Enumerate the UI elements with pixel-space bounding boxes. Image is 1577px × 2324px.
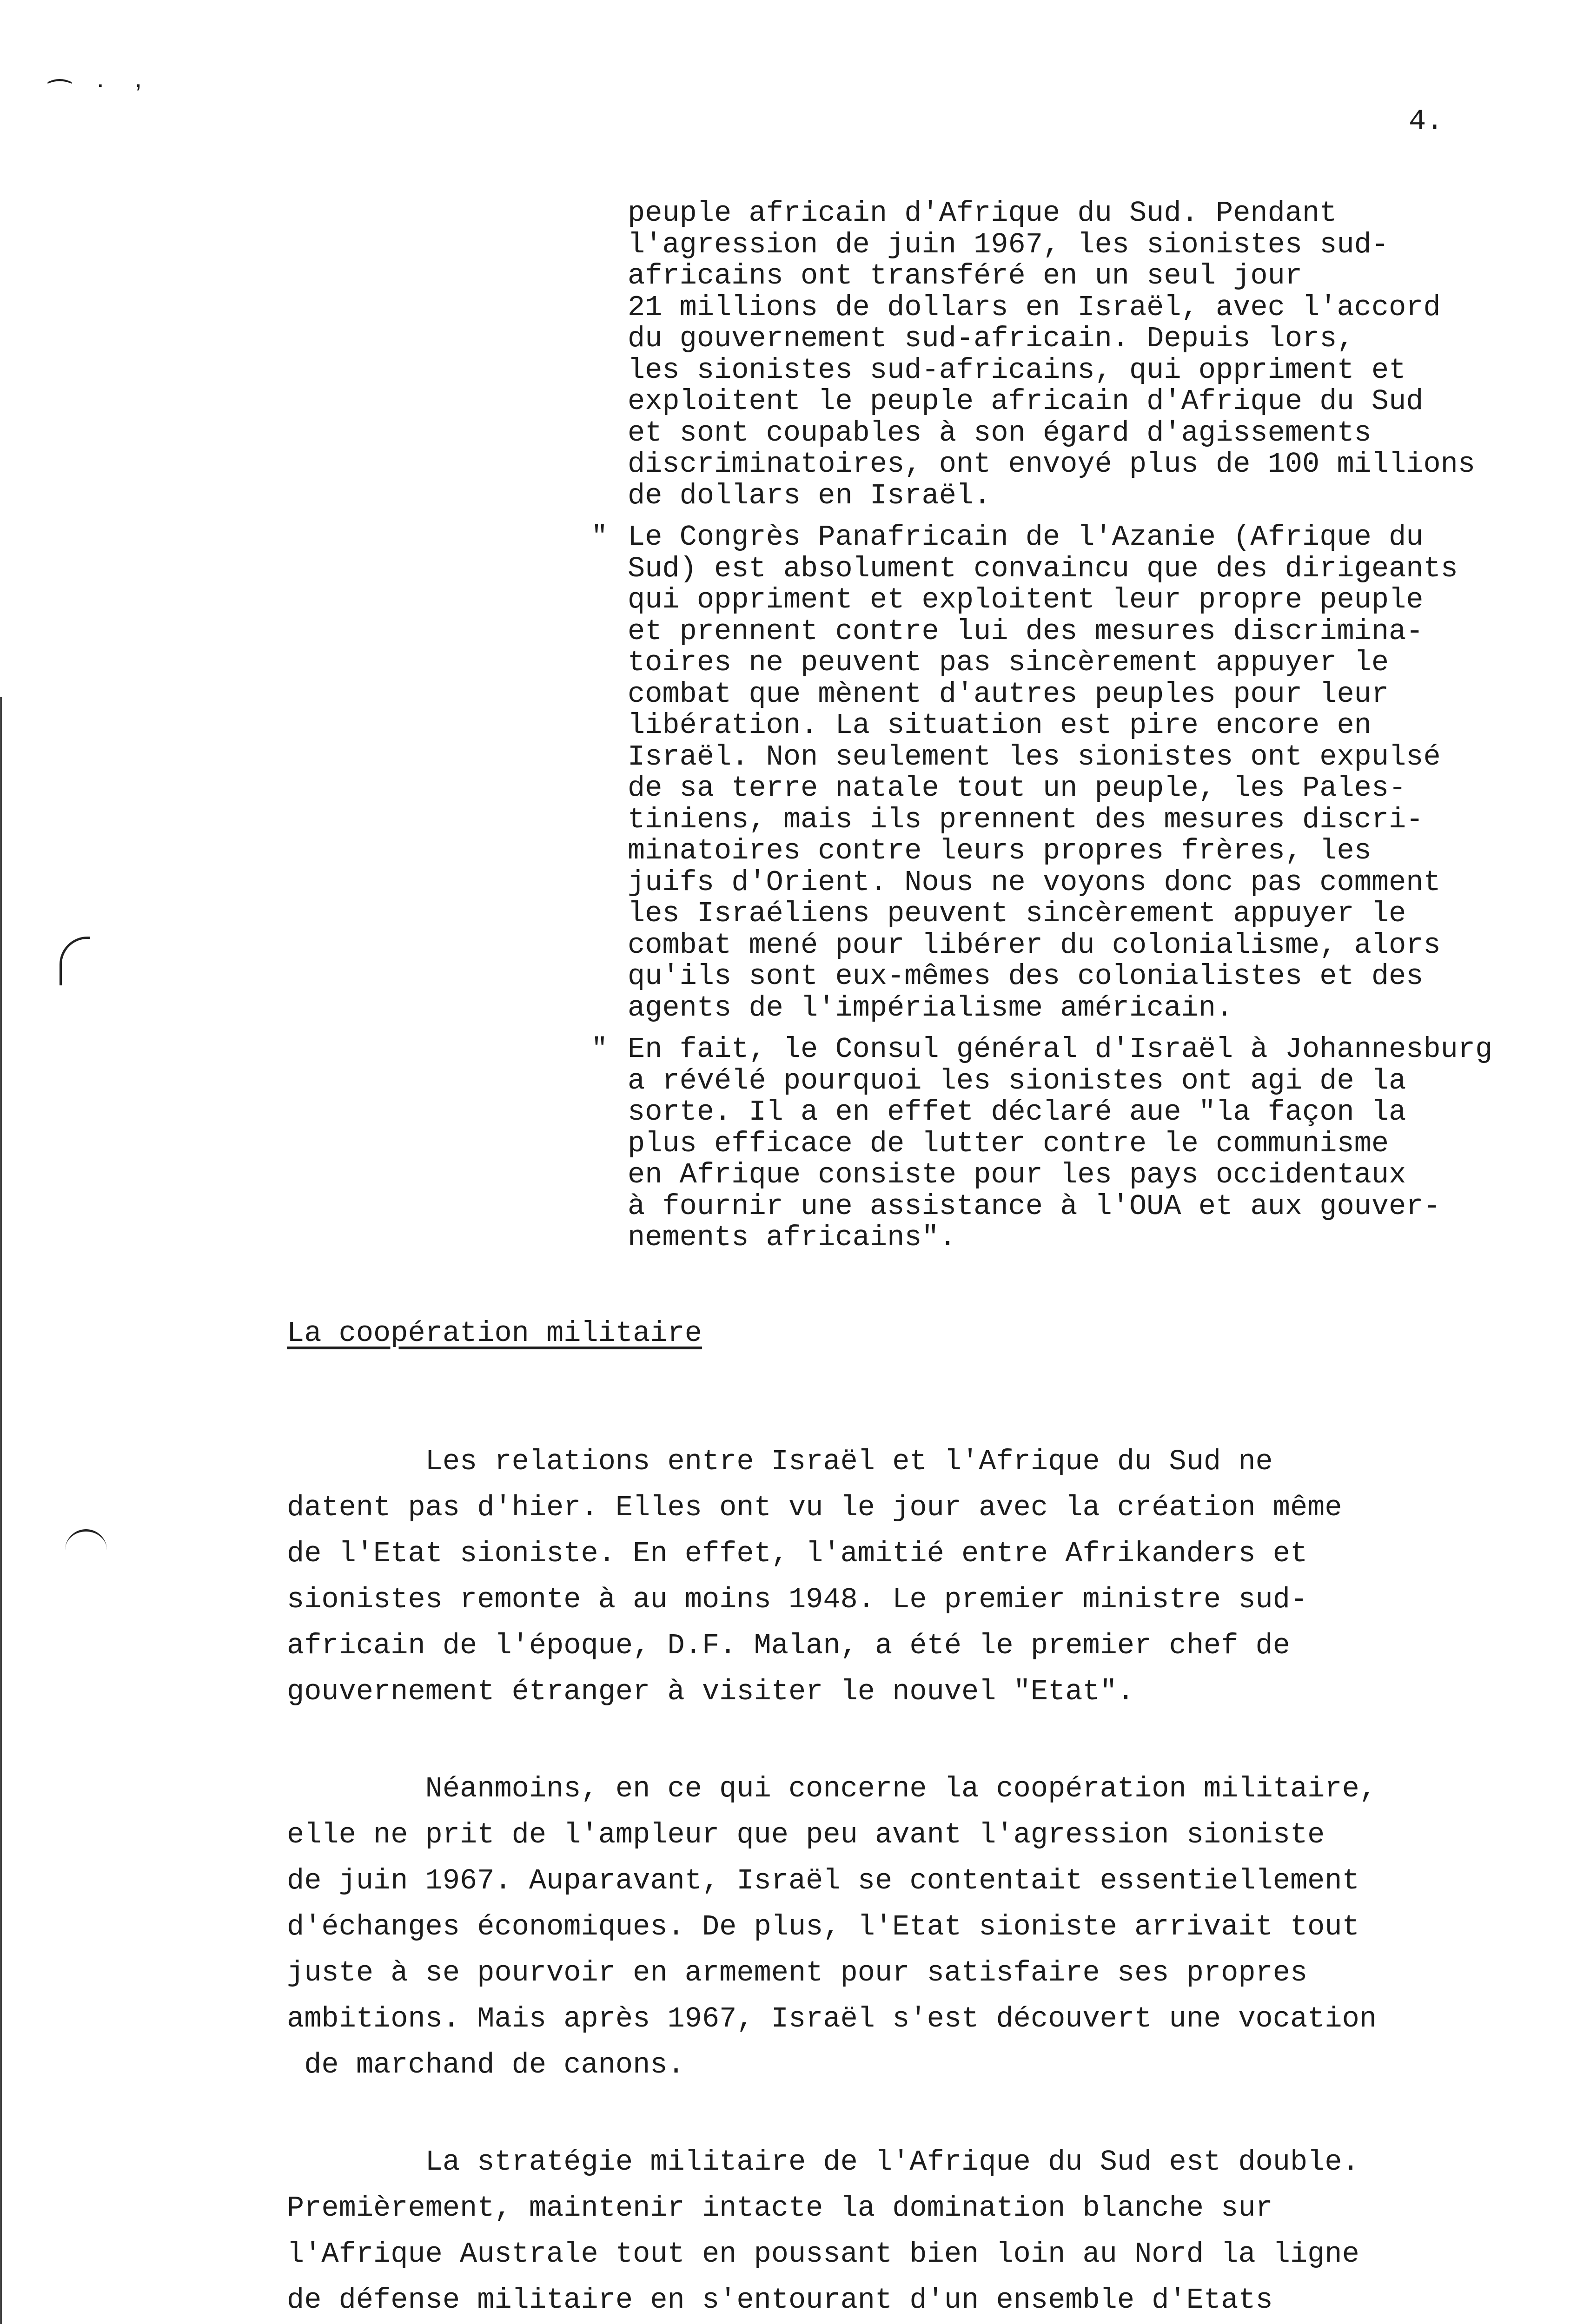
text-line: La stratégie militaire de l'Afrique du Sud est double.: [287, 2146, 1359, 2179]
text-line: elle ne prit de l'ampleur que peu avant l'agression sioniste: [287, 1818, 1325, 1851]
text-line: nements africains".: [628, 1221, 956, 1254]
margin-mark-arc-top: [60, 937, 90, 985]
quote-mark: ": [591, 522, 608, 552]
text-line: en Afrique consiste pour les pays occidentaux: [628, 1158, 1406, 1191]
margin-mark-arc-bottom: [65, 1529, 107, 1555]
text-line: Israël. Non seulement les sionistes ont expulsé: [628, 740, 1441, 773]
text-line: combat que mènent d'autres peuples pour leur: [628, 677, 1389, 711]
text-line: tiniens, mais ils prennent des mesures discri-: [628, 803, 1424, 836]
quote-paragraph-1: [628, 198, 1553, 511]
section-body: [287, 1439, 1542, 2324]
text-line: de juin 1967. Auparavant, Israël se contentait essentiellement: [287, 1864, 1359, 1897]
text-line: sorte. Il a en effet déclaré aue "la façon la: [628, 1096, 1406, 1129]
body-paragraph-3: [287, 2139, 1542, 2323]
text-line: Sud) est absolument convaincu que des dirigeants: [628, 552, 1458, 585]
text-line: et sont coupables à son égard d'agissements: [628, 416, 1372, 449]
page-left-edge: [0, 697, 2, 2324]
text-line: les Israéliens peuvent sincèrement appuyer le: [628, 897, 1406, 930]
text-line: discriminatoires, ont envoyé plus de 100 millions: [628, 448, 1476, 481]
text-line: ambitions. Mais après 1967, Israël s'est découvert une vocation: [287, 2002, 1377, 2035]
text-line: Les relations entre Israël et l'Afrique du Sud ne: [287, 1445, 1273, 1478]
text-line: de marchand de canons.: [287, 2048, 685, 2081]
text-line: et prennent contre lui des mesures discrimina-: [628, 614, 1424, 648]
text-line: d'échanges économiques. De plus, l'Etat sioniste arrivait tout: [287, 1910, 1359, 1943]
quoted-statement: [591, 197, 1553, 1264]
text-line: africains ont transféré en un seul jour: [628, 259, 1303, 292]
margin-scribble: ⁀ ˙ ʼ: [49, 82, 149, 112]
text-line: toires ne peuvent pas sincèrement appuyer le: [628, 646, 1389, 679]
text-line: du gouvernement sud-africain. Depuis lors,: [628, 322, 1354, 355]
quote-mark: ": [591, 1034, 608, 1064]
text-line: Premièrement, maintenir intacte la domination blanche sur: [287, 2192, 1273, 2225]
text-line: libération. La situation est pire encore en: [628, 709, 1372, 742]
text-line: l'Afrique Australe tout en poussant bien loin au Nord la ligne: [287, 2238, 1359, 2271]
text-line: datent pas d'hier. Elles ont vu le jour avec la création même: [287, 1491, 1342, 1524]
section-heading: La coopération militaire: [287, 1317, 702, 1350]
body-paragraph-1: [287, 1439, 1542, 1715]
text-line: africain de l'époque, D.F. Malan, a été le premier chef de: [287, 1629, 1290, 1662]
text-line: peuple africain d'Afrique du Sud. Pendant: [628, 197, 1337, 230]
text-line: de sa terre natale tout un peuple, les Pales-: [628, 772, 1406, 805]
quote-paragraph-2: [591, 521, 1553, 1024]
text-line: de dollars en Israël.: [628, 479, 991, 512]
text-line: sionistes remonte à au moins 1948. Le premier ministre sud-: [287, 1583, 1308, 1616]
text-line: juifs d'Orient. Nous ne voyons donc pas comment: [628, 865, 1441, 899]
text-line: combat mené pour libérer du colonialisme, alors: [628, 928, 1441, 962]
text-line: minatoires contre leurs propres frères, les: [628, 834, 1372, 867]
text-line: gouvernement étranger à visiter le nouvel "Etat".: [287, 1675, 1135, 1708]
text-line: les sionistes sud-africains, qui oppriment et: [628, 353, 1406, 387]
text-line: plus efficace de lutter contre le communisme: [628, 1127, 1389, 1160]
text-line: qui oppriment et exploitent leur propre peuple: [628, 583, 1424, 616]
text-line: Néanmoins, en ce qui concerne la coopération militaire,: [287, 1772, 1377, 1805]
text-line: En fait, le Consul général d'Israël à Johannesburg: [628, 1033, 1493, 1066]
text-line: de défense militaire en s'entourant d'un ensemble d'Etats: [287, 2284, 1273, 2317]
text-line: agents de l'impérialisme américain.: [628, 991, 1233, 1024]
quote-paragraph-3: [591, 1033, 1553, 1254]
text-line: juste à se pourvoir en armement pour satisfaire ses propres: [287, 1956, 1308, 1989]
page-number: 4.: [1409, 105, 1444, 138]
text-line: a révélé pourquoi les sionistes ont agi de la: [628, 1064, 1406, 1097]
text-line: Le Congrès Panafricain de l'Azanie (Afrique du: [628, 521, 1424, 554]
text-line: de l'Etat sioniste. En effet, l'amitié entre Afrikanders et: [287, 1537, 1308, 1570]
text-line: 21 millions de dollars en Israël, avec l'accord: [628, 290, 1441, 324]
text-line: l'agression de juin 1967, les sionistes sud-: [628, 228, 1389, 261]
text-line: qu'ils sont eux-mêmes des colonialistes et des: [628, 960, 1424, 993]
body-paragraph-2: [287, 1766, 1542, 2088]
text-line: à fournir une assistance à l'OUA et aux gouver-: [628, 1189, 1441, 1223]
text-line: exploitent le peuple africain d'Afrique du Sud: [628, 385, 1424, 418]
